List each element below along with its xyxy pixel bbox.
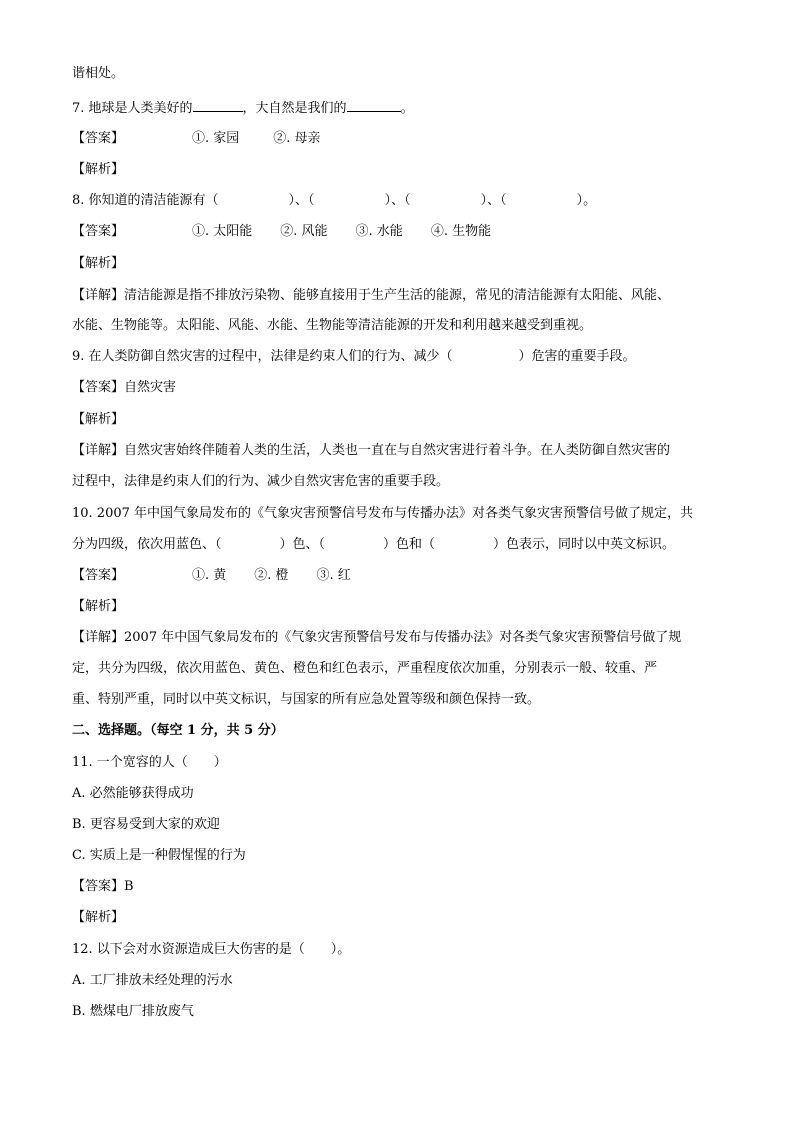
answer-value: ④. 生物能 [430,224,492,239]
question-text: 9. 在人类防御自然灾害的过程中，法律是约束人们的行为、减少（ [72,349,453,364]
question-8 [72,191,596,211]
detail-row [72,628,681,648]
answer-value: ②. 母亲 [273,131,321,146]
question-12 [72,940,350,960]
question-text: ）。 [576,193,597,208]
blank [193,97,243,112]
text: 谐相处。 [72,66,125,81]
question-text: 11. 一个宽容的人（ ） [72,755,227,770]
detail-text: 过程中，法律是约束人们的行为、减少自然灾害危害的重要手段。 [72,474,450,489]
answer-value: ①. 黄 [192,568,227,583]
question-text: 8. 你知道的清洁能源有（ [72,193,219,208]
answer-value: ③. 红 [316,568,351,583]
question-7 [72,97,414,119]
analysis-tag: 【解析】 [72,412,125,427]
option-b [72,815,220,835]
analysis-row [72,160,124,180]
detail-row [72,316,592,336]
answer-value: ①. 家园 [192,131,240,146]
option-text: A. 必然能够获得成功 [72,786,194,801]
option-a [72,971,233,991]
answer-row [72,566,351,586]
question-text: 10. 2007 年中国气象局发布的《气象灾害预警信号发布与传播办法》对各类气象灾害预警信号做了规定，共 [72,506,694,521]
question-text: 7. 地球是人类美好的 [72,101,193,116]
question-9 [72,347,636,367]
analysis-tag: 【解析】 [72,910,125,925]
question-text: ）色、（ [279,537,326,552]
option-c [72,846,246,866]
question-10 [72,535,675,555]
analysis-row [72,254,124,274]
detail-row [72,659,657,679]
analysis-row [72,410,124,430]
option-text: C. 实质上是一种假惺惺的行为 [72,848,246,863]
text-line [72,64,124,84]
option-b [72,1002,194,1022]
answer-value: ③. 水能 [355,224,403,239]
detail-tag: 【详解】 [72,630,125,645]
question-text: ，大自然是我们的 [242,101,347,116]
section-heading [72,721,284,741]
detail-tag: 【详解】 [72,288,125,303]
detail-text: 自然灾害始终伴随着人类的生活，人类也一直在与自然灾害进行着斗争。在人类防御自然灾害的 [124,443,671,458]
answer-tag: 【答案】 [72,879,125,894]
analysis-tag: 【解析】 [72,256,125,271]
answer-row [72,378,176,398]
detail-text: 重、特别严重，同时以中英文标识，与国家的所有应急处置等级和颜色保持一致。 [72,692,541,707]
detail-row [72,441,670,461]
analysis-tag: 【解析】 [72,162,125,177]
question-text: ）色和（ [383,537,436,552]
answer-value: ②. 橙 [254,568,289,583]
answer-value: 自然灾害 [124,380,177,395]
option-text: B. 更容易受到大家的欢迎 [72,817,220,832]
answer-tag: 【答案】 [72,224,125,239]
analysis-row [72,597,124,617]
question-text: ）、（ [288,193,315,208]
question-text: 。 [400,101,414,116]
question-text: ）、（ [480,193,507,208]
answer-tag: 【答案】 [72,380,125,395]
answer-value: ①. 太阳能 [192,224,253,239]
section-title: 二、选择题。（每空 1 分，共 5 分） [72,723,284,738]
detail-tag: 【详解】 [72,443,125,458]
question-text: ）危害的重要手段。 [518,349,636,364]
answer-value: ②. 风能 [280,224,328,239]
answer-row [72,129,321,149]
question-text: ）、（ [384,193,411,208]
detail-text: 定，共分为四级，依次用蓝色、黄色、橙色和红色表示，严重程度依次加重，分别表示一般、较重、严 [72,661,658,676]
question-text: ）色表示，同时以中英文标识。 [493,537,676,552]
answer-tag: 【答案】 [72,131,125,146]
detail-row [72,472,449,492]
detail-text: 清洁能源是指不排放污染物、能够直接用于生产生活的能源，常见的清洁能源有太阳能、风能、 [124,288,671,303]
question-text: 分为四级，依次用蓝色、（ [72,537,222,552]
answer-value: B [124,879,134,894]
answer-row [72,877,134,897]
detail-row [72,690,540,710]
question-11 [72,753,227,773]
option-text: B. 燃煤电厂排放废气 [72,1004,194,1019]
question-10 [72,504,693,524]
analysis-row [72,908,124,928]
option-text: A. 工厂排放未经处理的污水 [72,973,233,988]
answer-tag: 【答案】 [72,568,125,583]
analysis-tag: 【解析】 [72,599,125,614]
question-text: 12. 以下会对水资源造成巨大伤害的是（ ）。 [72,942,351,957]
detail-text: 水能、生物能等。太阳能、风能、水能、生物能等清洁能源的开发和利用越来越受到重视。 [72,318,593,333]
answer-row [72,222,491,242]
option-a [72,784,194,804]
blank [347,97,401,112]
detail-row [72,286,670,306]
detail-text: 2007 年中国气象局发布的《气象灾害预警信号发布与传播办法》对各类气象灾害预警信号做了规 [124,630,682,645]
